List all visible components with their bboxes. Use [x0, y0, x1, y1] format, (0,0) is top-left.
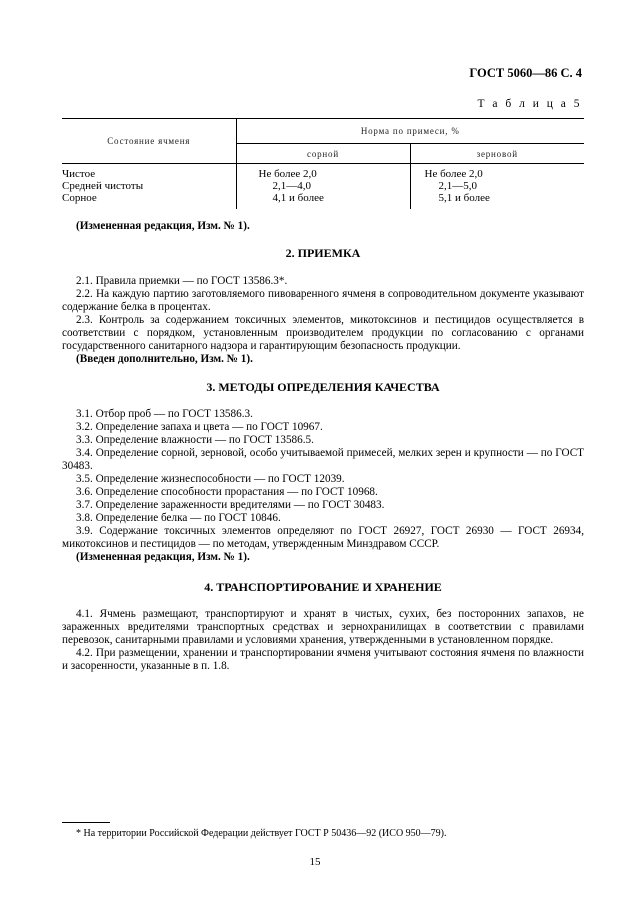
section-2-title: 2. ПРИЕМКА: [285, 246, 361, 260]
paragraph-3-4: 3.4. Определение сорной, зерновой, особо учитываемой примесей, мелких зерен и крупности — по ГОСТ 30483.: [62, 447, 584, 472]
section-2-body: [62, 275, 584, 366]
table-row: [62, 164, 584, 181]
cell-weed: 4,1 и более: [236, 192, 410, 209]
cell-state: Средней чистоты: [62, 180, 144, 192]
section-3-title: 3. МЕТОДЫ ОПРЕДЕЛЕНИЯ КАЧЕСТВА: [206, 380, 440, 394]
col-header-grain: зерновой: [410, 144, 584, 164]
paragraph-3-1: 3.1. Отбор проб — по ГОСТ 13586.3.: [76, 408, 253, 420]
paragraph-3-6: 3.6. Определение способности прорастания — по ГОСТ 10968.: [76, 486, 378, 498]
cell-grain: Не более 2,0: [410, 164, 584, 181]
paragraph-2-3: 2.3. Контроль за содержанием токсичных элементов, микотоксинов и пестицидов осуществляется в соответствии с порядком, установленным производителем продукции по согласованию с органами государственного санитарного надзора и гарантирующим безопасность продукции.: [62, 314, 584, 352]
cell-grain: 5,1 и более: [410, 192, 584, 209]
paragraph-3-7: 3.7. Определение зараженности вредителями — по ГОСТ 30483.: [76, 499, 385, 511]
page-number: 15: [309, 856, 321, 868]
paragraph-3-3: 3.3. Определение влажности — по ГОСТ 13586.5.: [76, 434, 314, 446]
cell-weed: Не более 2,0: [236, 164, 410, 181]
paragraph-2-1: 2.1. Правила приемки — по ГОСТ 13586.3*.: [76, 275, 288, 287]
footnote-divider: [62, 822, 110, 823]
paragraph-3-9: 3.9. Содержание токсичных элементов определяют по ГОСТ 26927, ГОСТ 26930 — ГОСТ 26934, микотоксинов и пестицидов — по методам, утвержденным Минздравом СССР.: [62, 525, 584, 550]
cell-weed: 2,1—4,0: [236, 180, 410, 192]
paragraph-4-2: 4.2. При размещении, хранении и транспортировании ячменя учитывают состояния ячменя по влажности и засоренности, указанные в п. 1.8.: [62, 647, 584, 672]
paragraph-2-2: 2.2. На каждую партию заготовляемого пивоваренного ячменя в сопроводительном документе указывают содержание белка в процентах.: [62, 288, 584, 313]
cell-state: Сорное: [62, 192, 97, 204]
section-4-body: [62, 608, 584, 673]
col-header-weed: сорной: [236, 144, 410, 164]
footnote: * На территории Российской Федерации действует ГОСТ Р 50436—92 (ИСО 950—79).: [76, 828, 447, 839]
table-caption: Т а б л и ц а 5: [477, 98, 582, 110]
cell-grain: 2,1—5,0: [410, 180, 584, 192]
table-5: [62, 118, 584, 209]
amendment-note-2: (Введен дополнительно, Изм. № 1).: [76, 353, 253, 365]
section-3-body: [62, 408, 584, 564]
paragraph-3-5: 3.5. Определение жизнеспособности — по ГОСТ 12039.: [76, 473, 345, 485]
col-header-state: Состояние ячменя: [62, 119, 236, 164]
cell-state: Чистое: [62, 168, 96, 180]
document-reference: ГОСТ 5060—86 С. 4: [469, 66, 582, 80]
paragraph-3-2: 3.2. Определение запаха и цвета — по ГОСТ 10967.: [76, 421, 323, 433]
paragraph-3-8: 3.8. Определение белка — по ГОСТ 10846.: [76, 512, 281, 524]
paragraph-4-1: 4.1. Ячмень размещают, транспортируют и хранят в чистых, сухих, без посторонних запахов, не зараженных вредителями транспортных средствах и зернохранилищах в соответствии с правилами перевозок, санитарными правилами и условиями хранения, утвержденными в установленном порядке.: [62, 608, 584, 646]
section-4-title: 4. ТРАНСПОРТИРОВАНИЕ И ХРАНЕНИЕ: [204, 580, 442, 594]
table-row: [62, 180, 584, 192]
table-row: [62, 192, 584, 209]
amendment-note-3: (Измененная редакция, Изм. № 1).: [76, 551, 250, 563]
amendment-note-1: (Измененная редакция, Изм. № 1).: [76, 220, 250, 232]
col-header-norm: Норма по примеси, %: [236, 119, 584, 144]
